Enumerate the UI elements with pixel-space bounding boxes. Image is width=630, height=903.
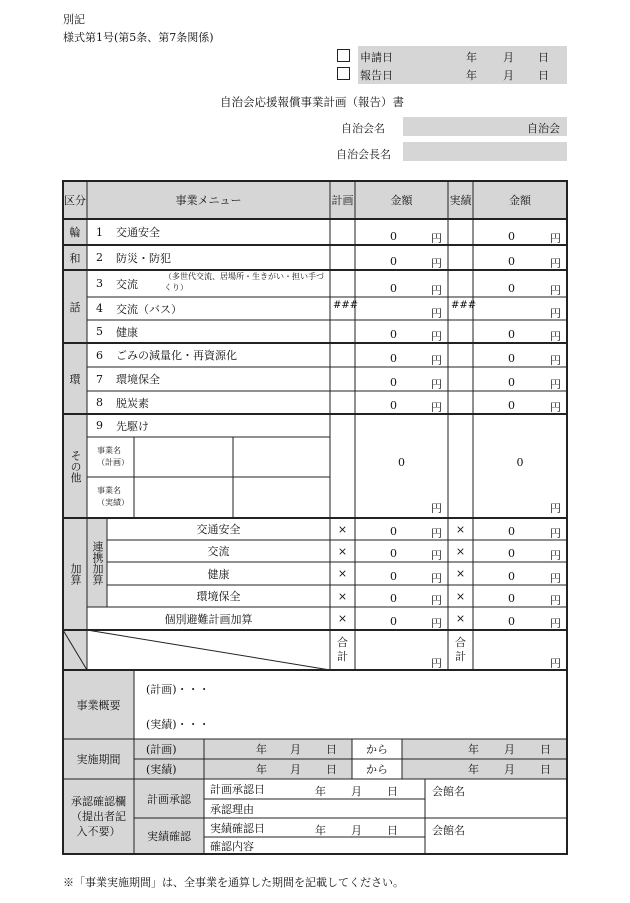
actual-amount: 0 [508,328,515,341]
report-checkbox[interactable] [337,67,350,80]
actual-amount: 0 [508,352,515,365]
period-year: 年 [256,743,267,756]
menu-item-no: 2 [96,251,103,264]
header-plan: 計画 [331,193,354,207]
times-mark: × [455,567,466,580]
menu-item-label: 健康 [116,325,138,339]
menu-item-note: （多世代交流、居場所・生きがい・担い手づくり） [164,272,324,292]
yen-unit: 円 [550,354,561,367]
addon-label: 交通安全 [196,523,241,536]
plan-amount: 0 [390,230,397,243]
betsuki: 別記 [63,13,85,26]
yen-unit: 円 [550,401,561,414]
period-month: 月 [504,743,515,756]
cat-kasan: 加算 [69,563,82,585]
yen-unit: 円 [431,257,442,270]
menu-item-no: 9 [96,419,103,432]
yen-unit: 円 [550,594,561,607]
period-year: 年 [256,763,267,776]
yen-unit: 円 [550,378,561,391]
summary-actual[interactable]: (実績)・・・ [146,718,210,731]
times-mark: × [337,589,348,603]
plan-amount: 0 [390,282,397,295]
jigyo-plan-label: 事業名（計画） [97,446,129,467]
period-month: 月 [290,763,301,776]
footnote: ※「事業実施期間」は、全事業を通算した期間を記載してください。 [63,876,404,889]
yen-unit: 円 [431,594,442,607]
period-day: 日 [540,743,551,756]
approval-label: 承認確認欄（提出者記入不要） [71,795,126,838]
addon-label: 交流 [207,545,230,558]
actual-amount: 0 [508,376,515,389]
times-mark: × [455,544,466,558]
times-mark: × [455,612,466,625]
plan-amount: 0 [390,525,397,538]
actual-amount: 0 [508,615,515,628]
actual-amount: 0 [508,570,515,583]
actual-amount: 0 [508,592,515,605]
header-actual: 実績 [449,193,472,207]
period-from: から [366,763,388,776]
header-kubun: 区分 [64,193,86,207]
actual-amount: 0 [508,525,515,538]
plan-amount: 0 [390,547,397,560]
actual-value: ### [451,300,477,311]
yen-unit: 円 [431,330,442,343]
header-amount-plan: 金額 [390,194,413,207]
menu-item-label: 防災・防犯 [116,251,171,265]
menu-item-no: 8 [96,396,103,409]
yen-unit: 円 [431,354,442,367]
period-month: 月 [290,743,301,756]
yen-unit: 円 [550,527,561,540]
yen-unit: 円 [431,232,442,245]
menu-item-no: 1 [96,225,103,239]
menu-item-label: 脱炭素 [116,396,149,410]
apply-checkbox[interactable] [337,49,350,62]
menu-item-no: 4 [96,302,103,315]
chief-name-label: 自治会長名 [336,148,391,161]
apply-date-label: 申請日 [360,51,393,64]
jigyo-actual-label: 事業名（実績） [97,486,129,507]
yen-unit: 円 [550,307,561,320]
plan-amount: 0 [390,255,397,268]
yen-unit: 円 [431,307,442,320]
cat-other: その他 [69,449,82,483]
actual-amount: 0 [508,282,515,295]
actual-amount: 0 [508,230,515,243]
cat-wa1: 輪 [69,226,81,239]
menu-item-label: 交流（バス） [116,302,182,316]
period-day: 日 [326,763,337,776]
plan-amount: 0 [390,352,397,365]
report-date-label: 報告日 [360,69,393,82]
times-mark: × [455,522,466,536]
period-year: 年 [468,763,479,776]
cat-renkei: 連携加算 [91,540,104,585]
yen-unit: 円 [550,617,561,630]
menu-item-label: ごみの減量化・再資源化 [116,349,237,362]
yen-unit: 円 [550,549,561,562]
period-year: 年 [468,743,479,756]
yen-unit: 円 [431,284,442,297]
menu-item-label: 交流 [116,277,138,291]
summary-plan[interactable]: (計画)・・・ [146,683,210,696]
plan-amount: 0 [390,570,397,583]
plan-amount: 0 [390,592,397,605]
menu-item-no: 3 [96,277,103,290]
yen-unit: 円 [431,401,442,414]
times-mark: × [337,567,348,580]
yen-unit: 円 [550,257,561,270]
times-mark: × [337,522,348,536]
plan-amount: 0 [390,615,397,628]
plan-amount: 0 [390,328,397,341]
total-plan-label: 合計 [337,636,348,663]
yen-unit: 円 [431,527,442,540]
addon-label: 環境保全 [196,590,241,603]
yen-unit: 円 [550,572,561,585]
menu-item-label: 先駆け [116,419,149,433]
period-from: から [366,743,388,756]
period-day: 日 [540,763,551,776]
plan-amount: 0 [390,376,397,389]
yen-unit: 円 [431,378,442,391]
yen-unit: 円 [550,330,561,343]
cat-kan: 環 [69,372,81,386]
header-menu: 事業メニュー [175,194,242,207]
addon-label: 健康 [207,567,230,581]
menu-item-label: 環境保全 [116,373,160,386]
menu-item-no: 7 [96,372,103,386]
actual-amount: 0 [508,547,515,560]
times-mark: × [337,612,348,625]
menu-item-no: 6 [96,348,103,362]
yen-unit: 円 [431,617,442,630]
plan-value: ### [333,300,359,311]
menu-item-no: 5 [96,325,103,338]
chief-name-field[interactable] [403,142,567,161]
times-mark: × [337,544,348,558]
plan-amount: 0 [390,399,397,412]
menu-item-label: 交通安全 [116,226,160,239]
yen-unit: 円 [431,572,442,585]
assoc-name-label: 自治会名 [341,122,385,135]
form-number: 様式第1号(第5条、第7条関係) [63,31,214,44]
cat-wa2: 和 [69,251,81,265]
assoc-name-value: 自治会 [527,122,560,135]
yen-unit: 円 [550,232,561,245]
actual-amount: 0 [508,255,515,268]
cat-wa3: 話 [69,300,81,314]
yen-unit: 円 [550,284,561,297]
summary-label: 事業概要 [76,698,121,712]
period-day: 日 [326,743,337,756]
page-title: 自治会応援報償事業計画（報告）書 [220,95,404,109]
kobetsu-label: 個別避難計画加算 [164,612,253,626]
yen-unit: 円 [431,549,442,562]
period-label: 実施期間 [76,753,121,766]
header-amount-actual: 金額 [509,194,531,207]
total-actual-label: 合計 [455,636,466,663]
period-month: 月 [504,763,515,776]
times-mark: × [455,589,466,603]
actual-amount: 0 [508,399,515,412]
